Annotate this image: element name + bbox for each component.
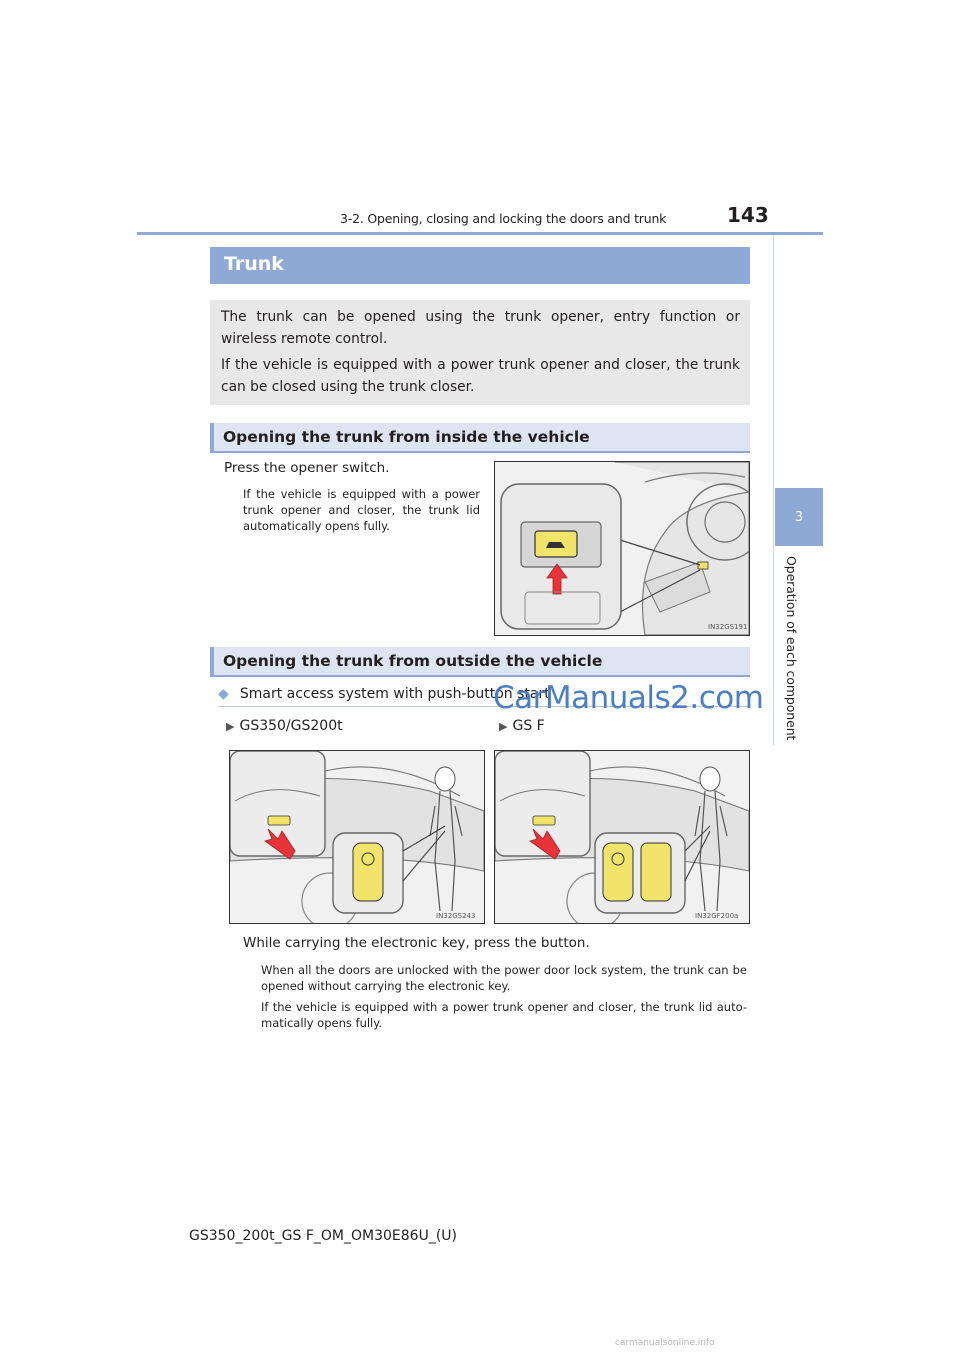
page-title: Trunk — [224, 253, 284, 275]
bottom-watermark: carmanualsonline.info — [615, 1338, 715, 1348]
watermark: CarManuals2.com — [493, 680, 764, 716]
diamond-icon: ◆ — [218, 686, 229, 702]
chapter-tab — [775, 488, 823, 546]
model-label-1: ▶ GS350/GS200t — [226, 718, 343, 734]
figure-code: IN32GF200a — [695, 912, 739, 920]
intro-paragraph-2: If the vehicle is equipped with a power trunk opener and closer, the trunk can be closed using the trunk closer. — [221, 357, 740, 395]
header-rule — [137, 232, 823, 235]
chapter-number: 3 — [794, 509, 804, 525]
chapter-label: Operation of each component — [784, 556, 799, 741]
inside-instruction: Press the opener switch. — [224, 460, 390, 476]
inside-heading-text: Opening the trunk from inside the vehicle — [223, 428, 590, 446]
inside-note: If the vehicle is equipped with a power trunk opener and closer, the trunk lid automatically opens fully. — [243, 487, 480, 533]
outside-note-2: If the vehicle is equipped with a power trunk opener and closer, the trunk lid auto-matically opens fully. — [261, 1000, 747, 1030]
page-number: 143 — [727, 203, 769, 227]
outside-section-heading — [210, 647, 750, 677]
outside-note-1: When all the doors are unlocked with the power door lock system, the trunk can be opened without carrying the electronic key. — [261, 963, 747, 993]
page-title-bar — [210, 247, 750, 284]
smart-access-text: Smart access system with push-button start — [239, 686, 550, 702]
outside-instruction: While carrying the electronic key, press the button. — [243, 935, 590, 951]
intro-paragraph-1: The trunk can be opened using the trunk opener, entry function or wireless remote control. — [221, 309, 740, 347]
side-divider — [773, 235, 774, 745]
figure-code: IN32GS191 — [708, 623, 748, 631]
figure-code: IN32GS243 — [436, 912, 476, 920]
triangle-bullet-icon: ▶ — [226, 720, 235, 733]
trunk-button-illustration-gs350 — [229, 750, 485, 924]
section-title: 3-2. Opening, closing and locking the doors and trunk — [340, 211, 667, 226]
opener-switch-illustration — [494, 461, 750, 636]
intro-box — [210, 300, 750, 405]
outside-heading-text: Opening the trunk from outside the vehicle — [223, 652, 603, 670]
triangle-bullet-icon: ▶ — [499, 720, 508, 733]
document-code: GS350_200t_GS F_OM_OM30E86U_(U) — [189, 1228, 457, 1244]
model-label-2: ▶ GS F — [499, 718, 545, 734]
inside-section-heading — [210, 423, 750, 453]
trunk-button-illustration-gsf — [494, 750, 750, 924]
